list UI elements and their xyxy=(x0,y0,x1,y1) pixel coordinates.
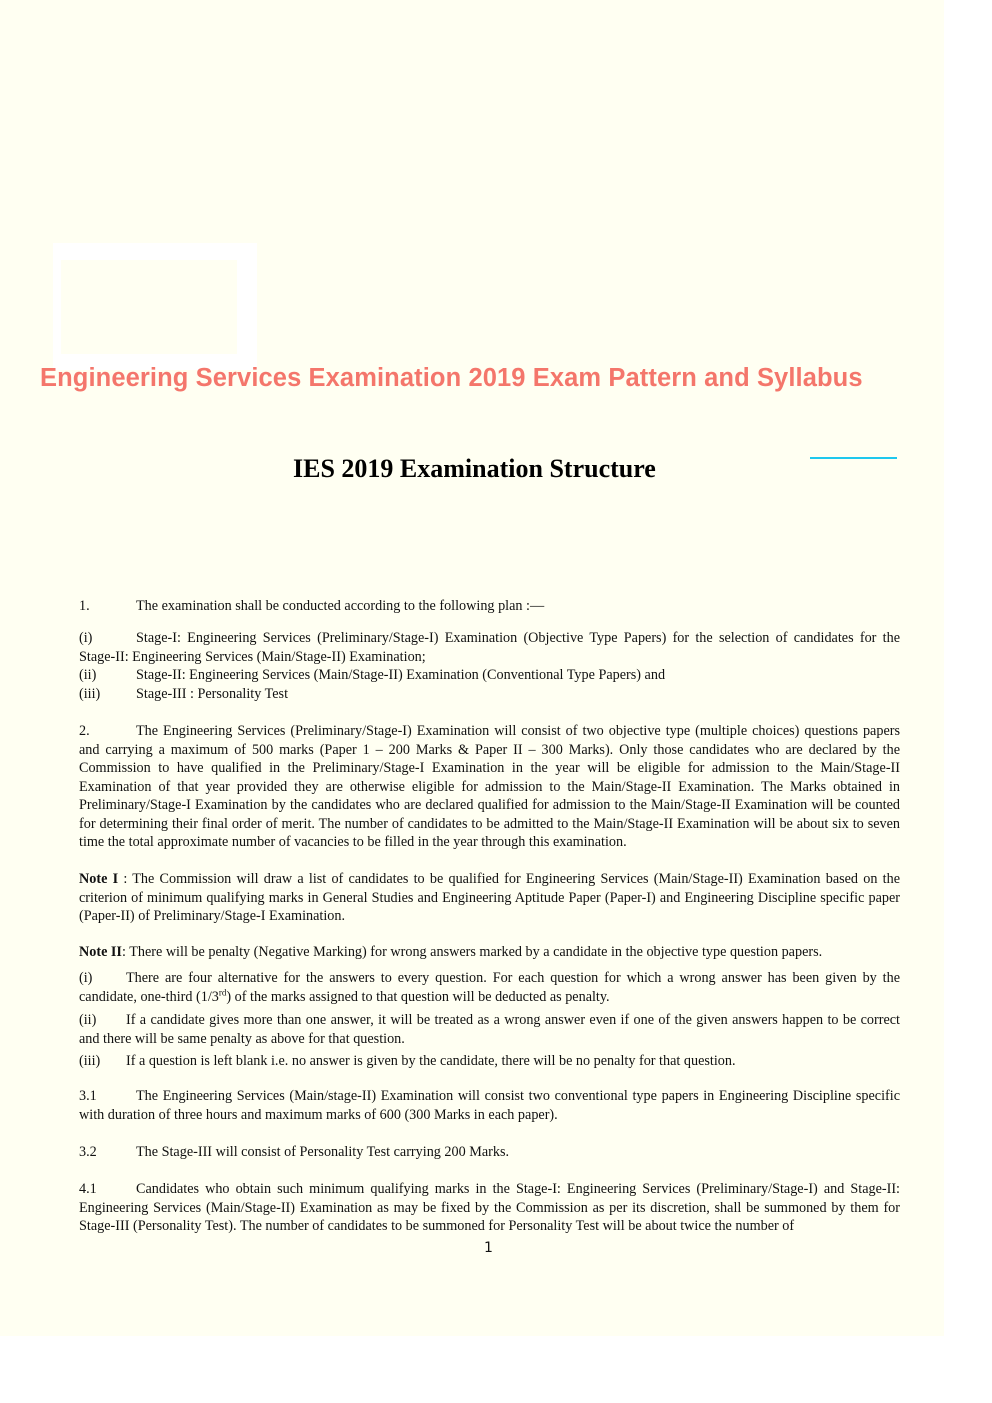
section-4-1 xyxy=(79,1180,900,1236)
note-label: Note II xyxy=(79,944,122,960)
section-number: 4.1 xyxy=(79,1181,97,1197)
item-number: (i) xyxy=(79,630,93,646)
item-number: (ii) xyxy=(79,667,97,683)
item-text: There are four alternative for the answers to every question. For each question for which a wrong answer has been given by the candidate, one-third (1/3 xyxy=(79,970,900,1005)
section-2 xyxy=(79,722,900,852)
banner-title: Engineering Services Examination 2019 Exam Pattern and Syllabus xyxy=(40,364,863,392)
note-separator: : xyxy=(118,871,133,887)
section-text: The examination shall be conducted according to the following plan :— xyxy=(136,598,545,614)
note-2 xyxy=(79,943,900,962)
item-text: Stage-II: Engineering Services (Main/Stage-II) Examination (Conventional Type Papers) and xyxy=(136,667,666,683)
item-text: Stage-I: Engineering Services (Preliminary/Stage-I) Examination (Objective Type Papers) for the selection of candidates for the Stage-II: Engineering Services (Main/Stage-II) Examination; xyxy=(79,630,900,665)
ordinal-suffix: rd xyxy=(218,986,227,997)
section-1 xyxy=(79,597,900,616)
section-number: 2. xyxy=(79,723,90,739)
section-3-1 xyxy=(79,1087,900,1124)
plan-item-2 xyxy=(79,666,900,685)
item-text: Stage-III : Personality Test xyxy=(136,686,289,702)
accent-divider-line xyxy=(810,457,897,459)
penalty-item-1 xyxy=(79,969,900,1006)
note-separator: : xyxy=(121,944,130,960)
note-text: There will be penalty (Negative Marking) for wrong answers marked by a candidate in the objective type question papers. xyxy=(129,944,823,960)
document-heading: IES 2019 Examination Structure xyxy=(293,454,656,483)
page-number: 1 xyxy=(484,1240,493,1256)
penalty-item-2 xyxy=(79,1011,900,1048)
note-label: Note I xyxy=(79,871,119,887)
item-text: If a question is left blank i.e. no answer is given by the candidate, there will be no penalty for that question. xyxy=(126,1053,736,1069)
item-text: If a candidate gives more than one answer, it will be treated as a wrong answer even if one of the given answers happen to be correct and there will be same penalty as above for that question. xyxy=(79,1012,900,1047)
item-number: (ii) xyxy=(79,1012,97,1028)
plan-item-1 xyxy=(79,629,900,666)
item-number: (iii) xyxy=(79,1053,101,1069)
section-number: 3.1 xyxy=(79,1088,97,1104)
note-text: The Commission will draw a list of candidates to be qualified for Engineering Services (Main/Stage-II) Examination based on the criterion of minimum qualifying marks in General Studies and Engineering Aptitude Paper (Paper-I) and Engineering Discipline specific paper (Paper-II) of Preliminary/Stage-I Examination. xyxy=(79,871,900,924)
item-number: (i) xyxy=(79,970,93,986)
image-placeholder-frame xyxy=(53,243,257,370)
section-number: 3.2 xyxy=(79,1144,97,1160)
item-number: (iii) xyxy=(79,686,101,702)
note-1 xyxy=(79,870,900,926)
section-text: The Stage-III will consist of Personality Test carrying 200 Marks. xyxy=(136,1144,510,1160)
section-text: Candidates who obtain such minimum qualifying marks in the Stage-I: Engineering Services (Preliminary/Stage-I) and Stage-II: Engineering Services (Main/Stage-II) Examination as may be fixed by the Commission as per its discretion, shall be summoned by them for Stage-III (Personality Test). The number of candidates to be summoned for Personality Test will be about twice the number of xyxy=(79,1181,900,1234)
section-3-2 xyxy=(79,1143,900,1162)
item-text-continued: ) of the marks assigned to that question will be deducted as penalty. xyxy=(226,988,610,1005)
section-number: 1. xyxy=(79,598,90,614)
section-text: The Engineering Services (Preliminary/Stage-I) Examination will consist of two objective type (multiple choices) questions papers and carrying a maximum of 500 marks (Paper 1 – 200 Marks & Paper II – 300 Marks). Only those candidates who are declared by the Commission to have qualified in the Preliminary/Stage-I Examination in the year will be eligible for admission to the Main/Stage-II Examination of that year provided they are otherwise eligible for admission to the Main/Stage-II Examination. The Marks obtained in Preliminary/Stage-I Examination by the candidates who are declared qualified for admission to the Main/Stage-II Examination will be counted for determining their final order of merit. The number of candidates to be admitted to the Main/Stage-II Examination will be about six to seven time the total approximate number of vacancies to be filled in the year through this examination. xyxy=(79,723,900,850)
section-text: The Engineering Services (Main/stage-II) Examination will consist two conventional type papers in Engineering Discipline specific with duration of three hours and maximum marks of 600 (300 Marks in each paper). xyxy=(79,1088,900,1123)
plan-item-3 xyxy=(79,685,900,704)
penalty-item-3 xyxy=(79,1052,900,1071)
